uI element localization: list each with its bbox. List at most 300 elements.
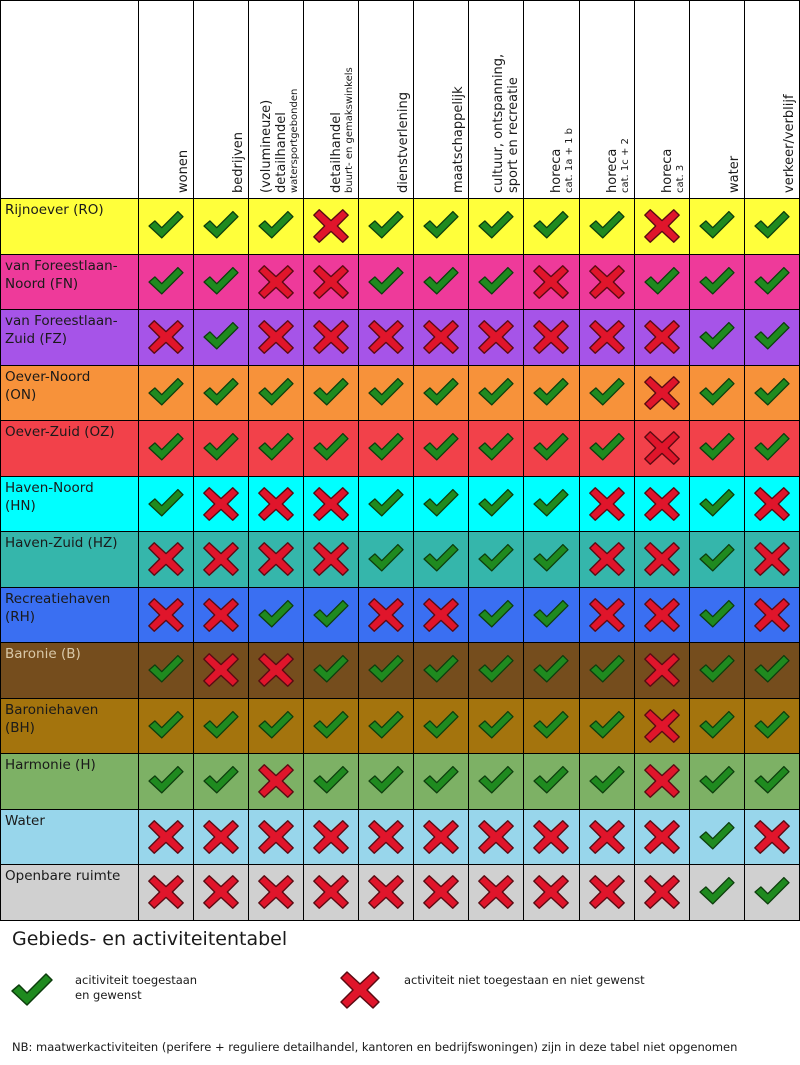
cross-icon [201, 651, 241, 689]
check-icon [532, 487, 570, 521]
cell-not-allowed [634, 532, 689, 588]
check-icon [367, 209, 405, 243]
cell-allowed [359, 754, 414, 810]
check-icon [147, 653, 185, 687]
cross-icon [311, 263, 351, 301]
cell-allowed [193, 754, 248, 810]
check-icon [698, 320, 736, 354]
check-icon [312, 431, 350, 465]
check-icon [202, 265, 240, 299]
cell-not-allowed [744, 476, 799, 532]
cell-allowed [634, 254, 689, 310]
check-icon [753, 431, 791, 465]
area-name: Recreatiehaven (RH) [1, 587, 139, 643]
table-caption: Gebieds- en activiteitentabel [12, 928, 288, 950]
check-icon [477, 431, 515, 465]
cross-icon [421, 318, 461, 356]
cell-allowed [414, 365, 469, 421]
column-header-label [396, 92, 411, 193]
check-icon [257, 709, 295, 743]
column-header-label [727, 156, 742, 193]
cell-not-allowed [469, 865, 524, 921]
cell-allowed [138, 421, 193, 477]
area-name: Oever-Zuid (OZ) [1, 421, 139, 477]
cross-icon [256, 873, 296, 911]
cell-allowed [138, 698, 193, 754]
cell-not-allowed [579, 587, 634, 643]
cell-allowed [524, 754, 579, 810]
cell-not-allowed [634, 587, 689, 643]
cell-allowed [744, 865, 799, 921]
check-icon [753, 376, 791, 410]
column-header-label [605, 138, 632, 193]
check-icon [477, 764, 515, 798]
cell-allowed [689, 532, 744, 588]
column-header [524, 1, 579, 199]
cross-icon [531, 873, 571, 911]
cross-icon [531, 263, 571, 301]
cell-allowed [469, 587, 524, 643]
cell-not-allowed [579, 865, 634, 921]
check-icon [312, 709, 350, 743]
table-row [1, 310, 800, 366]
cell-allowed [579, 698, 634, 754]
area-name: van Foreestlaan- Noord (FN) [1, 254, 139, 310]
check-icon [698, 265, 736, 299]
cell-not-allowed [414, 809, 469, 865]
cell-not-allowed [524, 809, 579, 865]
cell-allowed [579, 421, 634, 477]
cell-not-allowed [359, 809, 414, 865]
cross-icon [476, 873, 516, 911]
cell-not-allowed [579, 310, 634, 366]
check-icon [147, 431, 185, 465]
check-icon [532, 431, 570, 465]
cell-allowed [689, 809, 744, 865]
legend-check-icon [10, 971, 54, 1015]
cross-icon [366, 818, 406, 856]
check-icon [477, 542, 515, 576]
column-header-label [451, 86, 466, 193]
cross-icon [311, 485, 351, 523]
check-icon [367, 653, 405, 687]
check-icon [753, 709, 791, 743]
area-name: Haven-Noord (HN) [1, 476, 139, 532]
cell-not-allowed [249, 476, 304, 532]
cross-icon [256, 818, 296, 856]
check-icon [698, 209, 736, 243]
cell-allowed [359, 476, 414, 532]
cell-allowed [469, 199, 524, 255]
check-icon [477, 709, 515, 743]
check-icon [147, 209, 185, 243]
cross-icon [587, 596, 627, 634]
check-icon [753, 875, 791, 909]
table-row [1, 532, 800, 588]
check-icon [367, 376, 405, 410]
cell-allowed [689, 254, 744, 310]
check-icon [753, 764, 791, 798]
check-icon [588, 431, 626, 465]
column-header-text: verkeer/verblijf [781, 94, 797, 193]
cell-allowed [304, 365, 359, 421]
cross-icon [752, 596, 792, 634]
column-header [359, 1, 414, 199]
cell-allowed [249, 698, 304, 754]
column-header [744, 1, 799, 199]
check-icon [698, 820, 736, 854]
cell-allowed [193, 310, 248, 366]
cross-icon [642, 873, 682, 911]
cell-allowed [138, 643, 193, 699]
column-header-label [782, 94, 797, 193]
cross-icon [752, 540, 792, 578]
cross-icon [531, 818, 571, 856]
cell-not-allowed [359, 587, 414, 643]
cell-not-allowed [249, 532, 304, 588]
cell-not-allowed [634, 809, 689, 865]
cell-not-allowed [634, 754, 689, 810]
cell-allowed [524, 421, 579, 477]
legend-cross-icon [338, 969, 382, 1015]
cell-not-allowed [634, 310, 689, 366]
column-header-text: horeca [604, 148, 620, 193]
cell-allowed [138, 365, 193, 421]
column-header [469, 1, 524, 199]
cell-allowed [469, 532, 524, 588]
check-icon [312, 598, 350, 632]
cell-not-allowed [249, 643, 304, 699]
check-icon [477, 376, 515, 410]
check-icon [312, 376, 350, 410]
check-icon [202, 709, 240, 743]
check-icon [532, 542, 570, 576]
area-name: Water [1, 809, 139, 865]
cell-not-allowed [744, 532, 799, 588]
cross-icon [256, 651, 296, 689]
area-name: Haven-Zuid (HZ) [1, 532, 139, 588]
check-icon [698, 376, 736, 410]
cross-icon [311, 318, 351, 356]
column-header-text: horeca [659, 148, 675, 193]
cell-allowed [469, 476, 524, 532]
table-row [1, 754, 800, 810]
cell-allowed [359, 643, 414, 699]
cell-not-allowed [193, 809, 248, 865]
check-icon [698, 653, 736, 687]
cell-not-allowed [304, 199, 359, 255]
check-icon [422, 431, 460, 465]
check-icon [312, 764, 350, 798]
cross-icon [311, 207, 351, 245]
cell-not-allowed [249, 754, 304, 810]
column-header-text: cultuur, ontspanning, [491, 53, 507, 193]
cell-not-allowed [138, 532, 193, 588]
cell-allowed [469, 365, 524, 421]
cell-allowed [524, 532, 579, 588]
cross-icon [366, 596, 406, 634]
cross-icon [587, 263, 627, 301]
cross-icon [146, 540, 186, 578]
check-icon [532, 598, 570, 632]
cell-allowed [524, 199, 579, 255]
check-icon [698, 487, 736, 521]
cell-allowed [689, 421, 744, 477]
cell-allowed [138, 476, 193, 532]
cell-not-allowed [249, 809, 304, 865]
check-icon [477, 598, 515, 632]
check-icon [753, 320, 791, 354]
cell-allowed [138, 254, 193, 310]
cross-icon [642, 429, 682, 467]
cell-allowed [138, 754, 193, 810]
cell-not-allowed [138, 587, 193, 643]
cell-allowed [193, 365, 248, 421]
cell-allowed [579, 199, 634, 255]
check-icon [257, 598, 295, 632]
cross-icon [642, 207, 682, 245]
check-icon [422, 376, 460, 410]
cell-not-allowed [249, 865, 304, 921]
cross-icon [201, 873, 241, 911]
legend-denied-text: activiteit niet toegestaan en niet gewenst [404, 973, 645, 987]
cross-icon [642, 374, 682, 412]
check-icon [532, 209, 570, 243]
column-header-text: wonen [175, 149, 191, 193]
cell-not-allowed [359, 310, 414, 366]
check-icon [422, 542, 460, 576]
column-header [414, 1, 469, 199]
check-icon [202, 431, 240, 465]
check-icon [588, 209, 626, 243]
check-icon [698, 598, 736, 632]
cell-allowed [414, 199, 469, 255]
cell-not-allowed [138, 865, 193, 921]
cell-not-allowed [304, 532, 359, 588]
cell-allowed [744, 754, 799, 810]
check-icon [588, 653, 626, 687]
cell-not-allowed [138, 310, 193, 366]
column-header-text: (volumineuze) [259, 99, 275, 193]
cell-allowed [359, 532, 414, 588]
cell-not-allowed [414, 587, 469, 643]
check-icon [698, 764, 736, 798]
check-icon [147, 709, 185, 743]
cell-allowed [304, 754, 359, 810]
check-icon [643, 265, 681, 299]
cross-icon [587, 485, 627, 523]
cell-not-allowed [524, 310, 579, 366]
cross-icon [311, 818, 351, 856]
check-icon [257, 209, 295, 243]
column-header [634, 1, 689, 199]
cell-allowed [689, 643, 744, 699]
cell-allowed [138, 199, 193, 255]
cell-allowed [689, 587, 744, 643]
cross-icon [421, 873, 461, 911]
cross-icon [366, 873, 406, 911]
table-row [1, 476, 800, 532]
check-icon [367, 431, 405, 465]
cell-not-allowed [304, 476, 359, 532]
check-icon [367, 764, 405, 798]
cell-not-allowed [634, 643, 689, 699]
area-name: Openbare ruimte [1, 865, 139, 921]
cell-not-allowed [304, 310, 359, 366]
check-icon [532, 709, 570, 743]
cross-icon [642, 318, 682, 356]
check-icon [202, 376, 240, 410]
cell-not-allowed [193, 532, 248, 588]
cell-not-allowed [469, 310, 524, 366]
cross-icon [201, 485, 241, 523]
column-header-subtext: buurt- en gemakswinkels [344, 67, 356, 193]
cell-allowed [359, 365, 414, 421]
cell-allowed [304, 587, 359, 643]
check-icon [753, 653, 791, 687]
cell-allowed [469, 754, 524, 810]
cross-icon [421, 596, 461, 634]
cell-allowed [414, 698, 469, 754]
cell-not-allowed [469, 809, 524, 865]
cross-icon [476, 318, 516, 356]
check-icon [367, 487, 405, 521]
cell-allowed [359, 698, 414, 754]
column-header [689, 1, 744, 199]
check-icon [147, 487, 185, 521]
column-header [249, 1, 304, 199]
table-row [1, 254, 800, 310]
column-header-text: dienstverlening [396, 92, 412, 193]
cell-allowed [579, 365, 634, 421]
check-icon [588, 709, 626, 743]
column-header [193, 1, 248, 199]
check-icon [477, 487, 515, 521]
column-header-text: sport en recreatie [506, 77, 522, 193]
check-icon [202, 764, 240, 798]
cell-allowed [193, 199, 248, 255]
cell-allowed [524, 365, 579, 421]
area-name: Baroniehaven (BH) [1, 698, 139, 754]
cross-icon [146, 318, 186, 356]
cell-not-allowed [634, 698, 689, 754]
cell-not-allowed [524, 254, 579, 310]
check-icon [367, 265, 405, 299]
cross-icon [201, 540, 241, 578]
cross-icon [587, 318, 627, 356]
cell-allowed [744, 199, 799, 255]
cross-icon [642, 540, 682, 578]
check-icon [477, 653, 515, 687]
cross-icon [201, 818, 241, 856]
column-header-label [329, 67, 356, 193]
column-header-label [176, 150, 191, 193]
column-header-subtext: watersportgebonden [289, 88, 301, 193]
cell-not-allowed [634, 865, 689, 921]
cell-allowed [689, 754, 744, 810]
column-header-label [231, 132, 246, 193]
cell-not-allowed [304, 865, 359, 921]
column-header-label [660, 149, 687, 193]
check-icon [312, 653, 350, 687]
cross-icon [256, 318, 296, 356]
cell-not-allowed [579, 809, 634, 865]
check-icon [147, 376, 185, 410]
cell-allowed [193, 698, 248, 754]
cell-not-allowed [193, 643, 248, 699]
column-header-row [1, 1, 800, 199]
cell-not-allowed [634, 476, 689, 532]
check-icon [257, 431, 295, 465]
cell-not-allowed [524, 865, 579, 921]
cross-icon [256, 263, 296, 301]
header-corner [1, 1, 139, 199]
check-icon [147, 764, 185, 798]
area-name: van Foreestlaan- Zuid (FZ) [1, 310, 139, 366]
area-name: Harmonie (H) [1, 754, 139, 810]
column-header-text: bedrijven [230, 131, 246, 193]
table-row [1, 865, 800, 921]
check-icon [588, 376, 626, 410]
cell-allowed [304, 421, 359, 477]
column-header-text: detailhandel [274, 112, 290, 193]
column-header-text: horeca [549, 148, 565, 193]
check-icon [422, 764, 460, 798]
check-icon [367, 709, 405, 743]
table-row [1, 698, 800, 754]
check-icon [698, 431, 736, 465]
check-icon [202, 209, 240, 243]
cell-allowed [414, 754, 469, 810]
cell-not-allowed [634, 199, 689, 255]
check-icon [477, 265, 515, 299]
cell-allowed [249, 421, 304, 477]
cell-allowed [469, 254, 524, 310]
cell-allowed [744, 310, 799, 366]
cell-not-allowed [634, 421, 689, 477]
cell-not-allowed [193, 476, 248, 532]
cell-allowed [744, 254, 799, 310]
cell-allowed [414, 643, 469, 699]
cell-not-allowed [304, 254, 359, 310]
cross-icon [642, 596, 682, 634]
cross-icon [421, 818, 461, 856]
column-header-text: maatschappelijk [451, 86, 467, 193]
table-row [1, 809, 800, 865]
column-header-label [549, 128, 576, 193]
cell-not-allowed [634, 365, 689, 421]
cell-not-allowed [414, 310, 469, 366]
cell-allowed [359, 199, 414, 255]
check-icon [147, 265, 185, 299]
cell-allowed [193, 254, 248, 310]
legend-allowed-text: acitiviteit toegestaan en gewenst [75, 973, 198, 1002]
cell-not-allowed [579, 476, 634, 532]
cell-not-allowed [579, 532, 634, 588]
table-row [1, 643, 800, 699]
cross-icon [311, 540, 351, 578]
cell-allowed [359, 254, 414, 310]
table-row [1, 199, 800, 255]
cross-icon [256, 485, 296, 523]
column-header-label [491, 54, 521, 193]
cell-allowed [524, 698, 579, 754]
cross-icon [146, 596, 186, 634]
column-header [304, 1, 359, 199]
cell-allowed [689, 698, 744, 754]
cell-not-allowed [193, 865, 248, 921]
cell-not-allowed [249, 254, 304, 310]
